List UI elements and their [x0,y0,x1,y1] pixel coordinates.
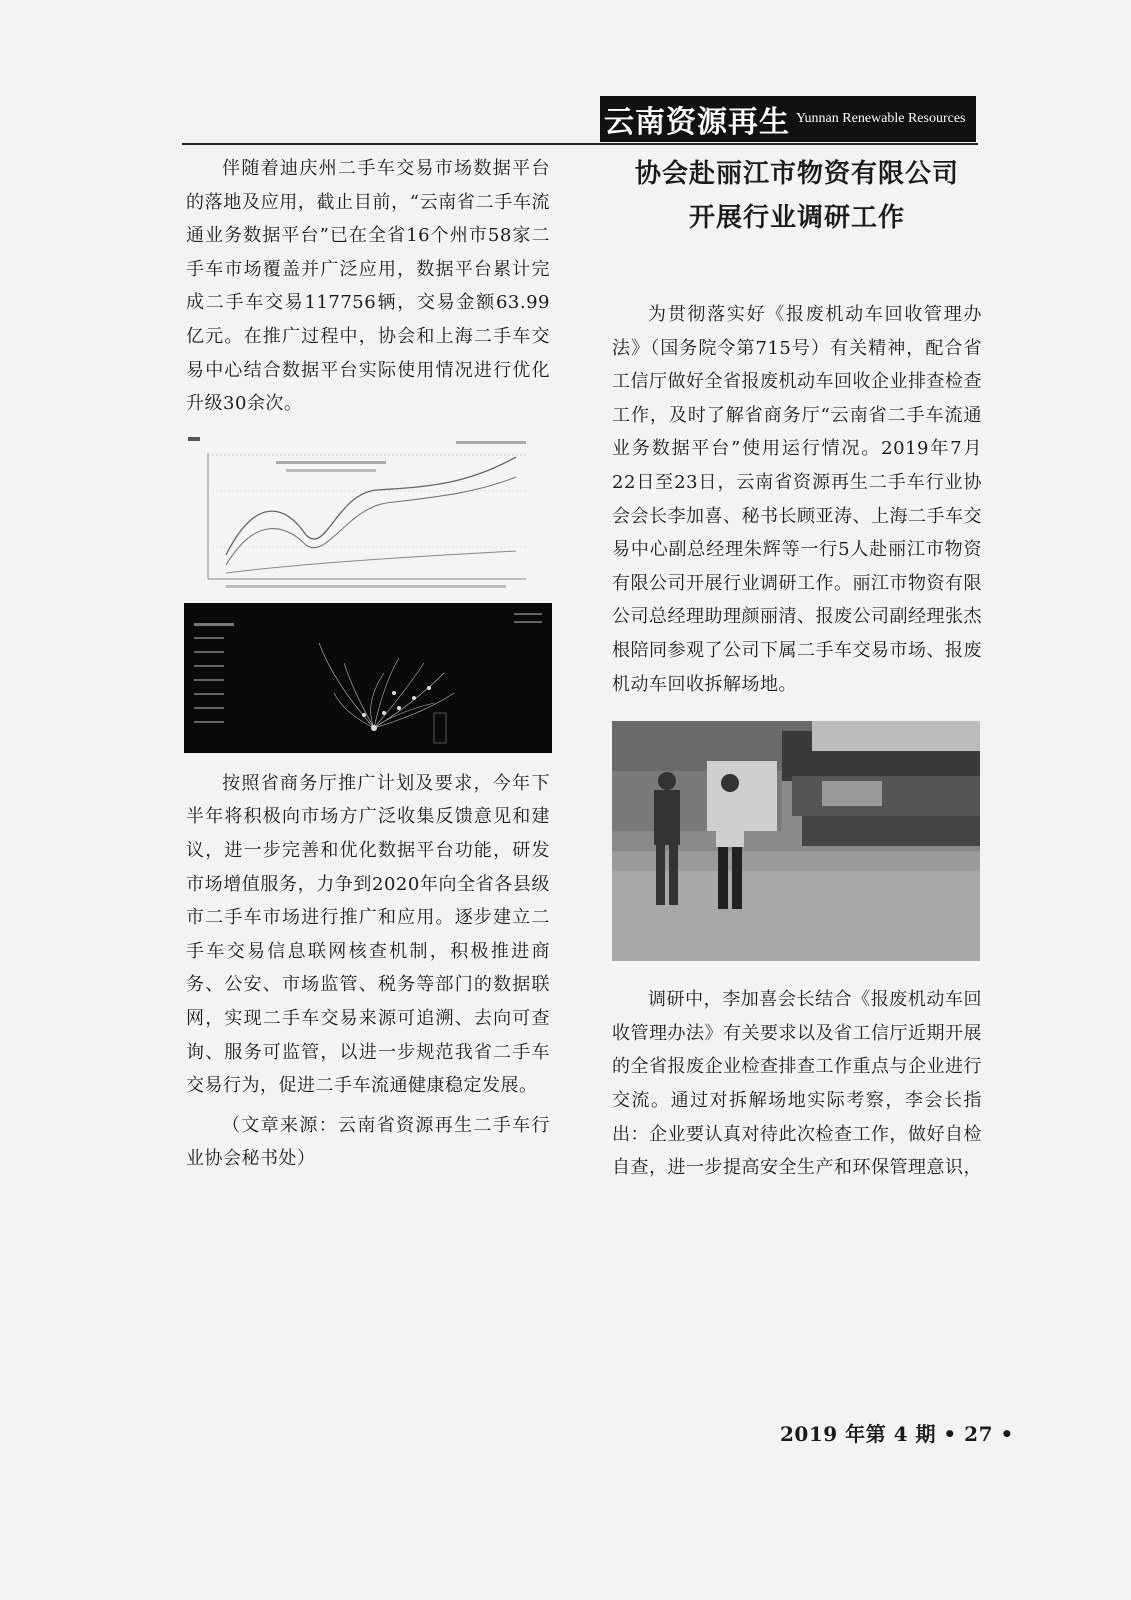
scrapyard-photo-image [612,721,980,961]
right-paragraph-1: 为贯彻落实好《报废机动车回收管理办法》（国务院令第715号）有关精神，配合省工信厅做好全省报废机动车回收企业排查检查工作，及时了解省商务厅“云南省二手车流通业务数据平台”使用运行情况。2019年7月22日至23日，云南省资源再生二手车行业协会会长李加喜、秘书长顾亚涛、上海二手车交易中心副总经理朱辉等一行5人赴丽江市物资有限公司开展行业调研工作。丽江市物资有限公司总经理助理颜丽清、报废公司副经理张杰根陪同参观了公司下属二手车交易市场、报废机动车回收拆解场地。 [612,304,982,695]
left-column [186,152,550,1176]
left-paragraph-1: 伴随着迪庆州二手车交易市场数据平台的落地及应用，截止目前，“云南省二手车流通业务数据平台”已在全省16个州市58家二手车市场覆盖并广泛应用，数据平台累计完成二手车交易117756辆，交易金额63.99亿元。在推广过程中，协会和上海二手车交易中心结合数据平台实际使用情况进行优化升级30余次。 [186,158,550,415]
left-paragraph-2: 按照省商务厅推广计划及要求，今年下半年将积极向市场方广泛收集反馈意见和建议，进一步完善和优化数据平台功能，研发市场增值服务，力争到2020年向全省各县级市二手车市场进行推广和应用。逐步建立二手车交易信息联网核查机制，积极推进商务、公安、市场监管、税务等部门的数据联网，实现二手车交易来源可追溯、去向可查询、服务可监管，以进一步规范我省二手车交易行为，促进二手车流通健康稳定发展。 [186,772,550,1097]
network-chart-image [184,603,552,753]
article-title [612,152,982,240]
masthead-title-en: Yunnan Renewable Resources [796,111,966,126]
right-paragraph-2: 调研中，李加喜会长结合《报废机动车回收管理办法》有关要求以及省工信厅近期开展的全省报废企业检查排查工作重点与企业进行交流。通过对拆解场地实际考察，李会长指出：企业要认真对待此次检查工作，做好自检自查，进一步提高安全生产和环保管理意识， [612,989,982,1179]
page-footer-issue: 2019 年第 4 期 • 27 • [780,1422,1014,1446]
line-chart-figure [186,435,538,595]
line-chart-image [186,435,538,595]
article-title-line-2: 开展行业调研工作 [688,203,905,233]
masthead-title-cn: 云南资源再生 [604,105,790,140]
header-rule [182,143,978,145]
article-title-line-1: 协会赴丽江市物资有限公司 [634,159,959,189]
network-chart-figure [184,603,552,753]
right-column [612,152,982,1185]
site-visit-photo [612,721,980,961]
article-source-note: （文章来源：云南省资源再生二手车行业协会秘书处） [186,1114,550,1170]
masthead-banner [600,96,976,142]
